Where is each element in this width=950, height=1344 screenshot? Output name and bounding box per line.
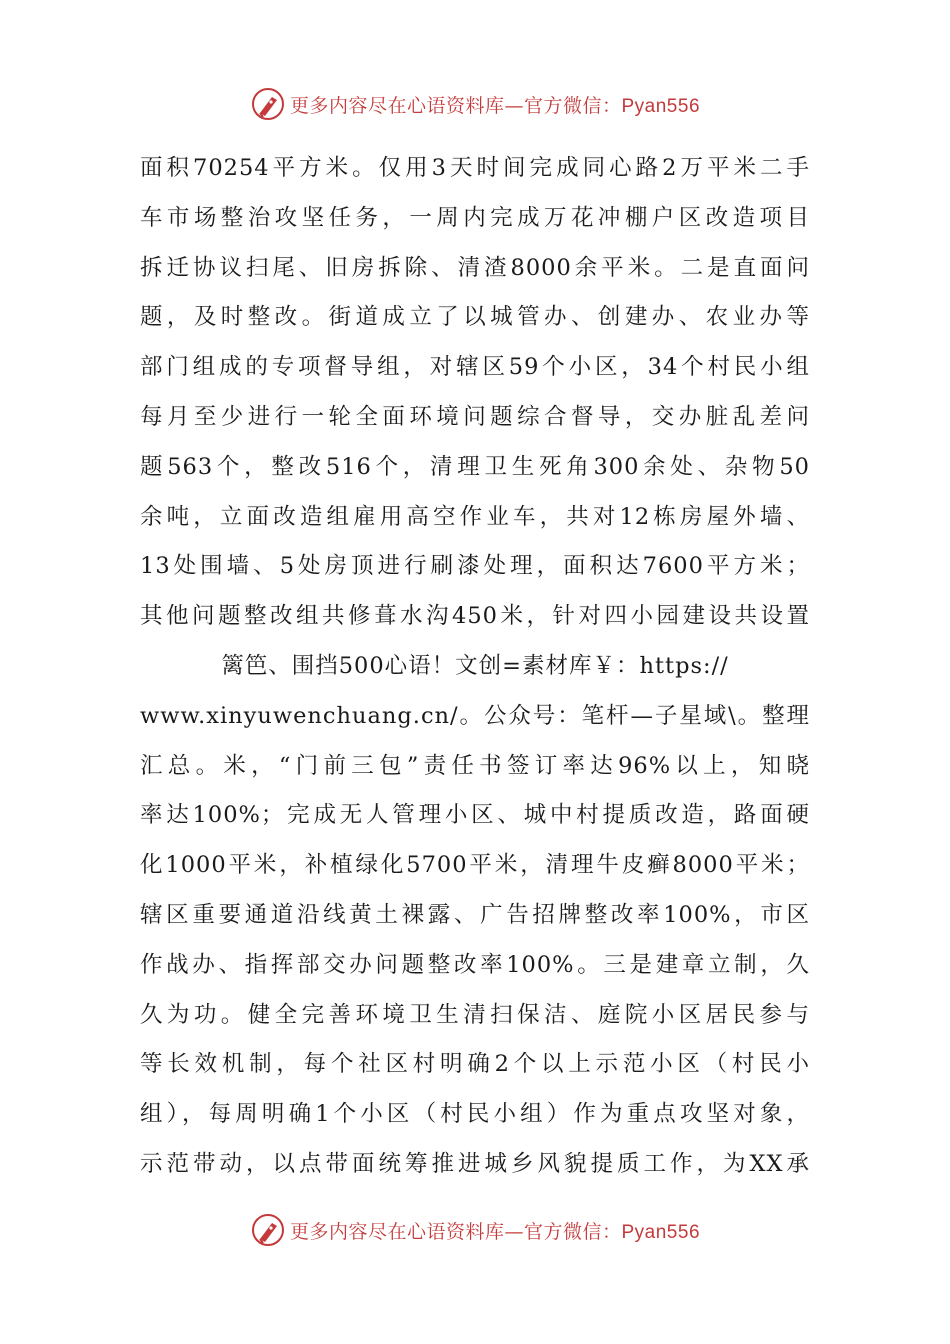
pen-nib-logo-icon xyxy=(250,86,286,122)
body-line: 部门组成的专项督导组，对辖区59个小区，34个村民小组 xyxy=(140,354,810,381)
body-line: 13处围墙、5处房顶进行刷漆处理，面积达7600平方米； xyxy=(140,553,810,580)
header-banner xyxy=(0,84,950,124)
footer-wechat-id: Pyan556 xyxy=(621,1221,701,1243)
pen-nib-logo-icon xyxy=(250,1212,286,1248)
body-line: 辖区重要通道沿线黄土裸露、广告招牌整改率100%，市区 xyxy=(140,901,810,928)
body-line: 率达100%；完成无人管理小区、城中村提质改造，路面硬 xyxy=(140,802,810,829)
body-line: 其他问题整改组共修葺水沟450米，针对四小园建设共设置 xyxy=(140,603,810,630)
body-line: 示范带动，以点带面统筹推进城乡风貌提质工作，为XX承 xyxy=(140,1150,810,1177)
body-line: 每月至少进行一轮全面环境问题综合督导，交办脏乱差问 xyxy=(140,403,810,430)
body-line: 拆迁协议扫尾、旧房拆除、清渣8000余平米。二是直面问 xyxy=(140,254,810,281)
body-line: 久为功。健全完善环境卫生清扫保洁、庭院小区居民参与 xyxy=(140,1001,810,1028)
body-line: 题563个，整改516个，清理卫生死角300余处、杂物50 xyxy=(140,453,810,480)
footer-banner-text: 更多内容尽在心语资料库—官方微信：Pyan556 xyxy=(289,1220,701,1243)
body-line: www.xinyuwenchuang.cn/。公众号：笔杆—子星域\。整理 xyxy=(140,702,810,729)
document-body xyxy=(140,144,810,1190)
body-line: 题，及时整改。街道成立了以城管办、创建办、农业办等 xyxy=(140,304,810,331)
body-line: 等长效机制，每个社区村明确2个以上示范小区（村民小 xyxy=(140,1051,810,1078)
body-line: 车市场整治攻坚任务，一周内完成万花冲棚户区改造项目 xyxy=(140,204,810,231)
body-line: 汇总。米，“门前三包”责任书签订率达96%以上，知晓 xyxy=(140,752,810,779)
header-banner-text: 更多内容尽在心语资料库—官方微信：Pyan556 xyxy=(289,94,701,117)
body-line: 组），每周明确1个小区（村民小组）作为重点攻坚对象， xyxy=(140,1101,810,1128)
body-line: 化1000平米，补植绿化5700平米，清理牛皮癣8000平米； xyxy=(140,852,810,879)
body-line-watermark: 篱笆、围挡500心语！文创=素材库￥：https:// xyxy=(221,652,729,679)
header-wechat-id: Pyan556 xyxy=(621,95,701,117)
body-line: 余吨，立面改造组雇用高空作业车，共对12栋房屋外墙、 xyxy=(140,503,810,530)
body-line: 面积70254平方米。仅用3天时间完成同心路2万平米二手 xyxy=(140,155,810,181)
body-line: 作战办、指挥部交办问题整改率100%。三是建章立制，久 xyxy=(140,951,810,978)
footer-banner xyxy=(0,1210,950,1250)
